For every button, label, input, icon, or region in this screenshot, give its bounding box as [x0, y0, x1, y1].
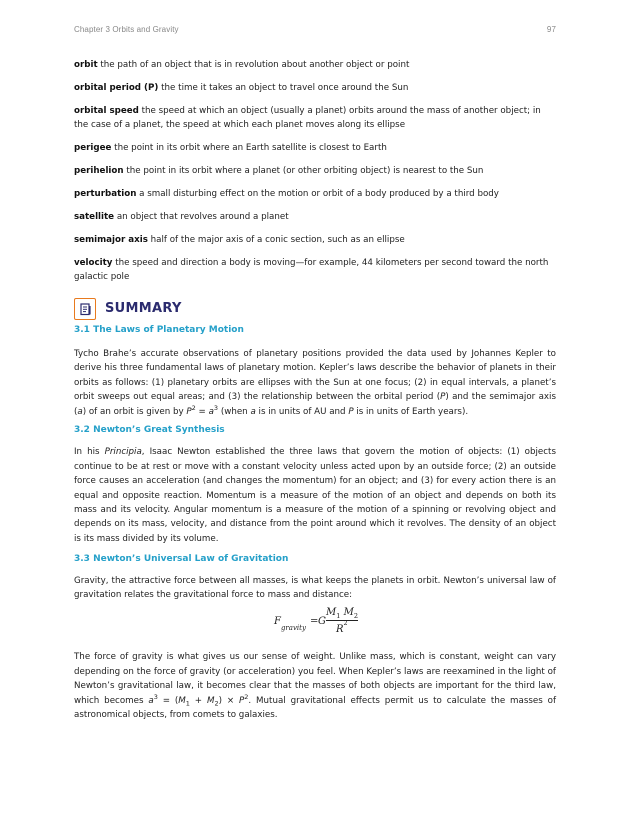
page-content — [74, 58, 556, 726]
glossary-definition: the path of an object that is in revolution about another object or point — [100, 60, 410, 70]
section-3-2-text: In his Principia, Isaac Newton established the three laws that govern the motion of objects: (1) objects continue to be at rest or move with a constant velocity unless acted upon by an outside force; (2) an outside force causes an acceleration (and changes the momentum) for an object; and (3) for every action there is an equal and opposite reaction. Momentum is a measure of the motion of an object and depends on both its mass and its velocity. Angular momentum is a measure of the motion of a spinning or revolving object and depends on its mass, velocity, and distance from the point around which it revolves. The density of an object is its mass divided by its volume. — [74, 447, 556, 544]
glossary-entry — [74, 233, 556, 247]
section-heading-3-2: 3.2 Newton’s Great Synthesis — [74, 424, 225, 435]
glossary-entry — [74, 164, 556, 178]
glossary-definition: the time it takes an object to travel once around the Sun — [161, 82, 409, 93]
glossary-entry — [74, 81, 556, 95]
glossary-definition: the point in its orbit where an Earth satellite is closest to Earth — [114, 143, 387, 154]
glossary-definition: the point in its orbit where a planet (or other orbiting object) is nearest to the Sun — [126, 166, 484, 177]
glossary-definition: the speed and direction a body is moving—for example, 44 kilometers per second toward the north galactic pole — [74, 257, 549, 283]
running-header — [74, 25, 556, 34]
glossary-term: velocity — [74, 257, 113, 268]
summary-notes-icon — [74, 298, 96, 320]
glossary-definition: half of the major axis of a conic section, such as an ellipse — [150, 234, 405, 245]
glossary-term: semimajor axis — [74, 234, 148, 245]
glossary-definition: the speed at which an object (usually a planet) orbits around the mass of another object; in the case of a planet, the speed at which each planet moves along its ellipse — [74, 105, 541, 131]
section-3-3-text-2: The force of gravity is what gives us our sense of weight. Unlike mass, which is constant, weight can vary depending on the force of gravity (or acceleration) you feel. When Kepler’s laws are reexamined in the light of Newton’s gravitational law, it becomes clear that the masses of both objects are important for the third law, which becomes $a^3 = (M_1 + M_2) \times P^2$. Mutual gravitational effects permit us to calculate the masses of astronomical objects, from comets to galaxies. — [74, 652, 557, 720]
glossary-term: perigee — [74, 143, 112, 154]
glossary-entry — [74, 210, 556, 224]
glossary-entry — [74, 256, 556, 285]
glossary-entry — [74, 104, 556, 133]
glossary-term: perturbation — [74, 188, 137, 199]
glossary-entry — [74, 141, 556, 155]
section-3-3-text-1: Gravity, the attractive force between all masses, is what keeps the planets in orbit. Newton’s universal law of gravitation relates the gravitational force to mass and distance: — [74, 575, 556, 600]
glossary-definition: an object that revolves around a planet — [116, 211, 289, 222]
section-heading-3-1: 3.1 The Laws of Planetary Motion — [74, 325, 244, 336]
page-number: 97 — [546, 25, 556, 34]
glossary-term: orbit — [74, 60, 98, 70]
glossary-list — [74, 58, 556, 284]
summary-title: SUMMARY — [105, 301, 182, 317]
glossary-definition: a small disturbing effect on the motion or orbit of a body produced by a third body — [139, 188, 499, 199]
section-3-1-text: Tycho Brahe’s accurate observations of planetary positions provided the data used by Johannes Kepler to derive his three fundamental laws of planetary motion. Kepler’s laws describe the behavior of planets in their orbits as follows: (1) planetary orbits are ellipses with the Sun at one focus; (2) in equal intervals, a planet’s orbit sweeps out equal areas; and (3) the relationship between the orbital period (P) and the semimajor axis (a) of an orbit is given by $P^2 = a^3$ (when a is in units of AU and P is in units of Earth years). — [74, 348, 556, 417]
glossary-term: satellite — [74, 211, 115, 222]
glossary-term: perihelion — [74, 166, 124, 177]
summary-heading — [74, 298, 556, 320]
gravitation-formula: $F_{gravity}$ = G $M_1$ $M_2$ $R^2$ — [274, 607, 358, 636]
chapter-title: Chapter 3 Orbits and Gravity — [74, 25, 179, 34]
glossary-term: orbital period (P) — [74, 82, 159, 93]
glossary-entry — [74, 58, 556, 72]
glossary-term: orbital speed — [74, 105, 139, 116]
section-heading-3-3: 3.3 Newton’s Universal Law of Gravitation — [74, 554, 289, 565]
glossary-entry — [74, 187, 556, 201]
